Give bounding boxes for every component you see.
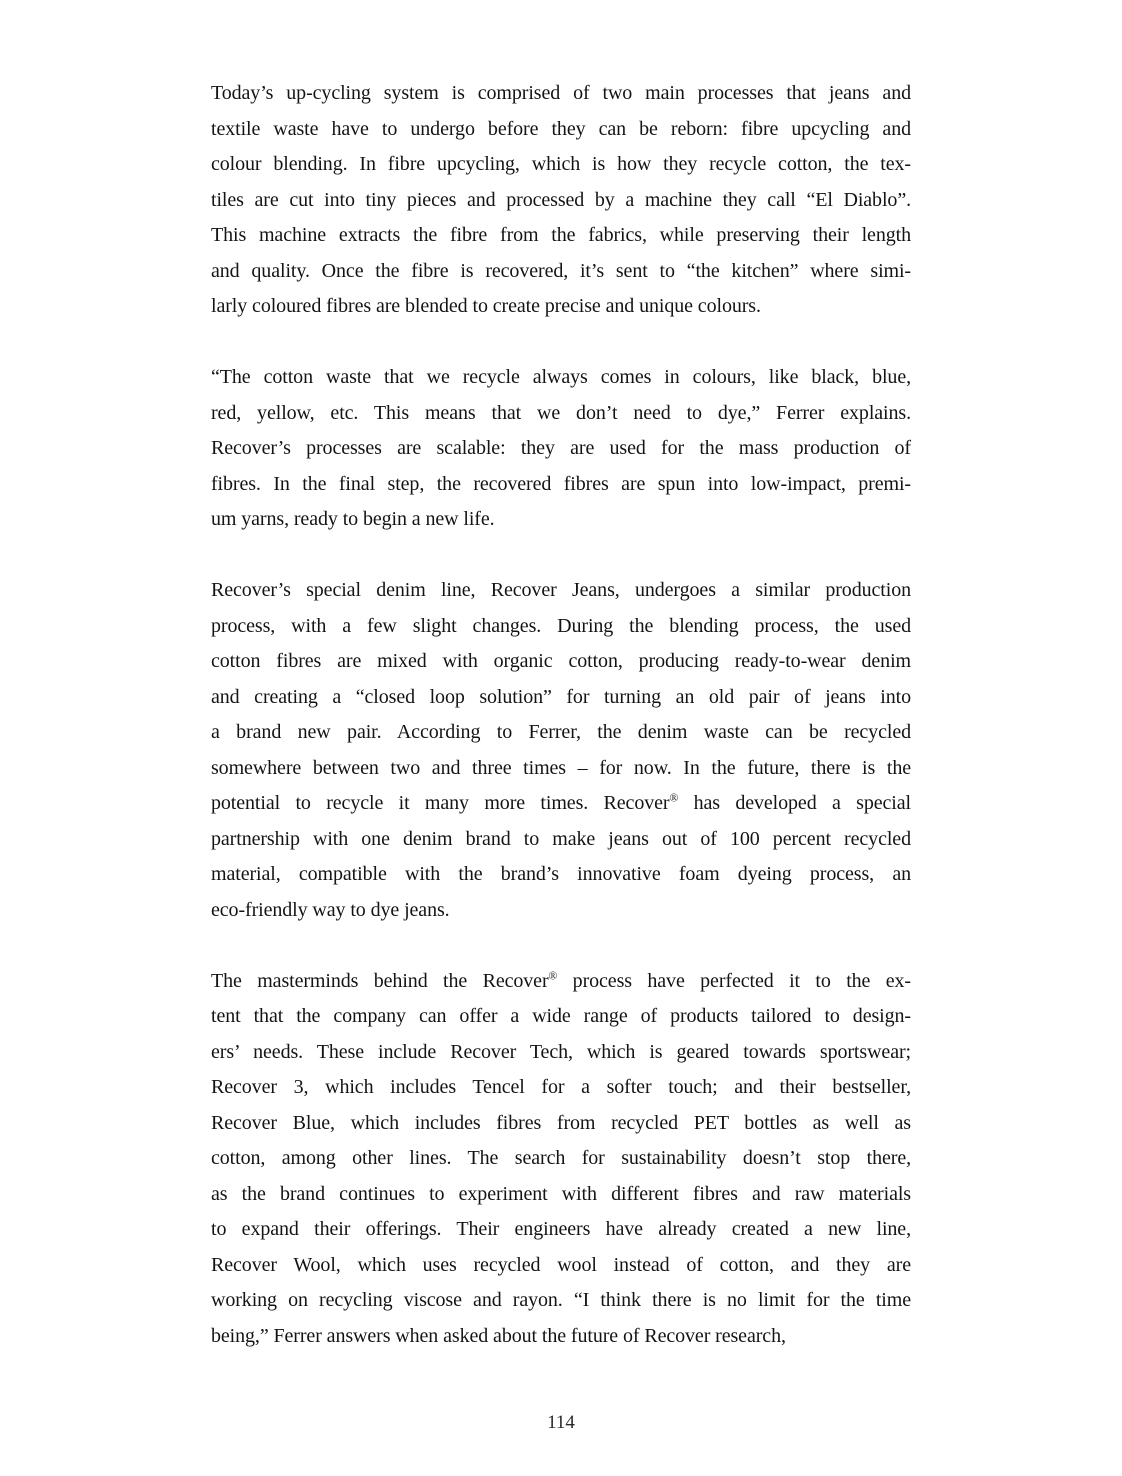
text-line: and creating a “closed loop solution” for turning an old pair of jeans into bbox=[211, 685, 911, 708]
text-line: cotton, among other lines. The search for sustainability doesn’t stop there, bbox=[211, 1147, 911, 1169]
text-line: The masterminds behind the Recover® process have perfected it to the ex- bbox=[211, 968, 911, 992]
text-line: Today’s up-cycling system is comprised of two main processes that jeans and bbox=[211, 82, 911, 104]
text-line: Recover’s special denim line, Recover Jeans, undergoes a similar production bbox=[211, 579, 911, 601]
paragraph bbox=[211, 360, 911, 538]
text-line: a brand new pair. According to Ferrer, the denim waste can be recycled bbox=[211, 721, 911, 743]
paragraph bbox=[211, 964, 911, 1355]
text-line: to expand their offerings. Their engineers have already created a new line, bbox=[211, 1218, 911, 1240]
text-line: potential to recycle it many more times. Recover® has developed a special bbox=[211, 791, 911, 814]
text-line: tent that the company can offer a wide range of products tailored to design- bbox=[211, 1005, 911, 1027]
text-line: colour blending. In fibre upcycling, which is how they recycle cotton, the tex- bbox=[211, 153, 911, 175]
text-line: “The cotton waste that we recycle always comes in colours, like black, blue, bbox=[211, 366, 911, 388]
article-body bbox=[211, 76, 911, 1354]
text-line: working on recycling viscose and rayon. “I think there is no limit for the time bbox=[211, 1289, 911, 1311]
text-line: being,” Ferrer answers when asked about the future of Recover research, bbox=[211, 1324, 786, 1347]
paragraph bbox=[211, 76, 911, 325]
registered-trademark-symbol: ® bbox=[548, 968, 558, 982]
text-line: somewhere between two and three times – for now. In the future, there is the bbox=[211, 756, 911, 779]
text-line: Recover Blue, which includes fibres from recycled PET bottles as well as bbox=[211, 1111, 911, 1134]
text-line: Recover’s processes are scalable: they are used for the mass production of bbox=[211, 437, 911, 459]
text-line: fibres. In the final step, the recovered fibres are spun into low-impact, premi- bbox=[211, 472, 911, 495]
text-line: partnership with one denim brand to make jeans out of 100 percent recycled bbox=[211, 827, 911, 850]
text-line: Recover 3, which includes Tencel for a softer touch; and their bestseller, bbox=[211, 1076, 911, 1098]
text-line: ers’ needs. These include Recover Tech, which is geared towards sportswear; bbox=[211, 1040, 911, 1063]
text-line: as the brand continues to experiment with different fibres and raw materials bbox=[211, 1182, 911, 1205]
text-line: um yarns, ready to begin a new life. bbox=[211, 508, 495, 530]
text-line: larly coloured fibres are blended to create precise and unique colours. bbox=[211, 295, 761, 317]
text-line: process, with a few slight changes. During the blending process, the used bbox=[211, 614, 911, 637]
text-line: textile waste have to undergo before they can be reborn: fibre upcycling and bbox=[211, 117, 911, 140]
page-number: 114 bbox=[547, 1412, 575, 1433]
text-line: tiles are cut into tiny pieces and processed by a machine they call “El Diablo”. bbox=[211, 188, 911, 211]
registered-trademark-symbol: ® bbox=[669, 791, 679, 805]
text-line: This machine extracts the fibre from the fabrics, while preserving their length bbox=[211, 224, 911, 246]
text-line: Recover Wool, which uses recycled wool instead of cotton, and they are bbox=[211, 1253, 911, 1276]
text-line: material, compatible with the brand’s innovative foam dyeing process, an bbox=[211, 863, 911, 885]
text-line: eco-friendly way to dye jeans. bbox=[211, 898, 450, 921]
paragraph bbox=[211, 573, 911, 928]
text-line: and quality. Once the fibre is recovered, it’s sent to “the kitchen” where simi- bbox=[211, 259, 911, 282]
text-line: cotton fibres are mixed with organic cotton, producing ready-to-wear denim bbox=[211, 650, 911, 672]
text-line: red, yellow, etc. This means that we don’t need to dye,” Ferrer explains. bbox=[211, 401, 911, 424]
